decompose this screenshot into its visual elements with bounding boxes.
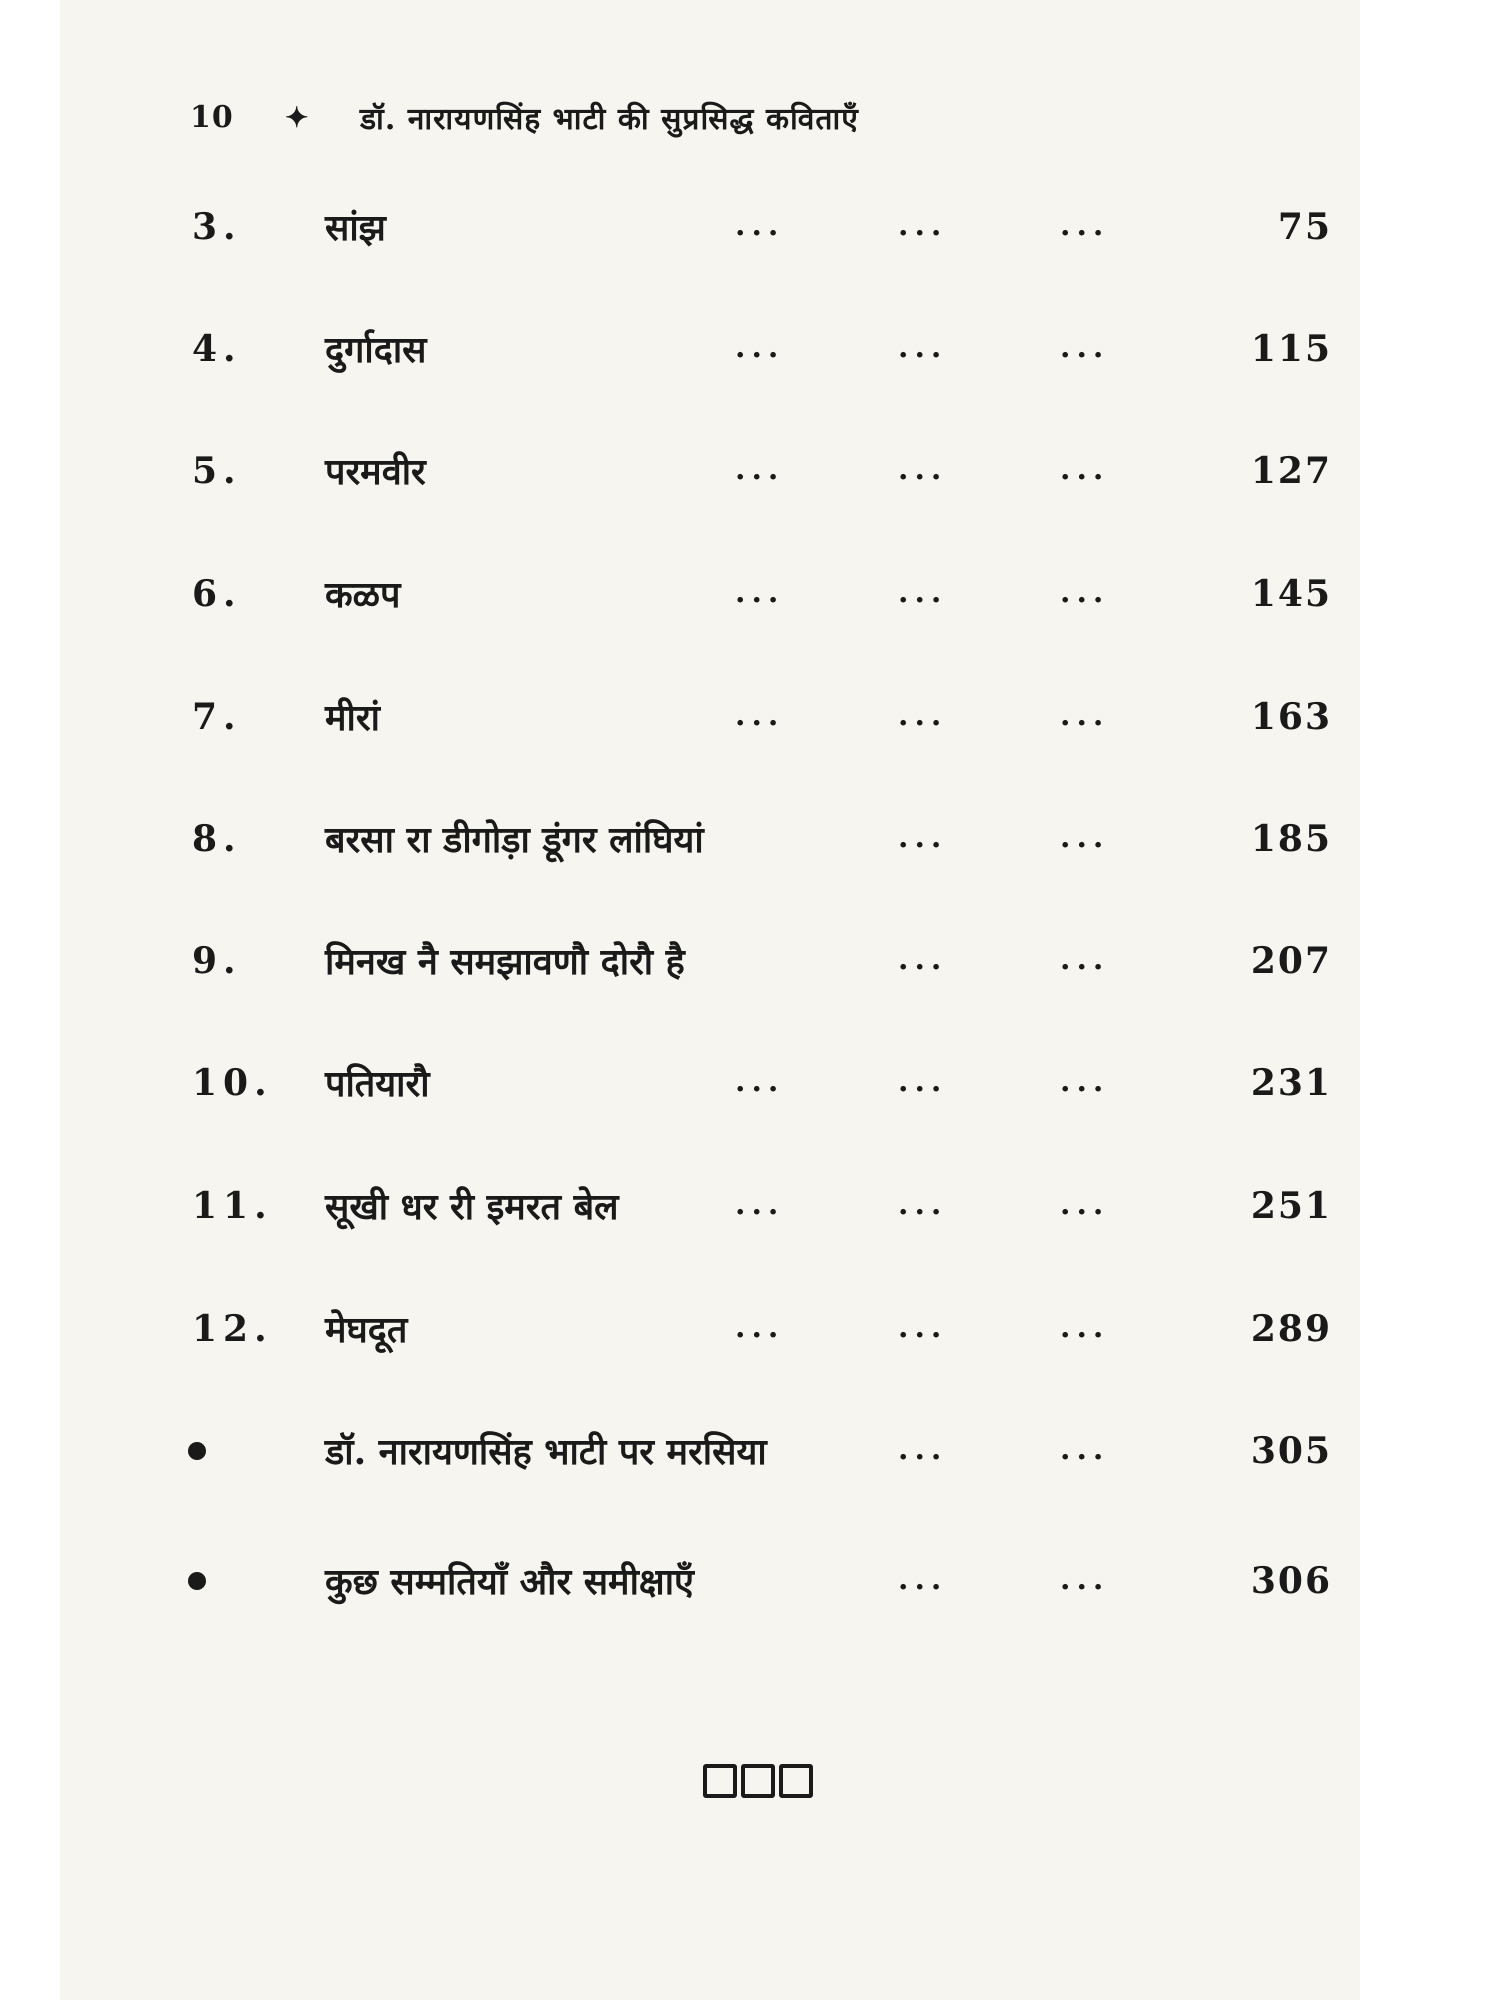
toc-entry (0, 565, 1500, 621)
leader-dots: ... (898, 1187, 948, 1222)
toc-entry (0, 932, 1500, 988)
toc-entry (0, 1054, 1500, 1110)
leader-dots: ... (1060, 1310, 1110, 1345)
entry-number: 4. (192, 328, 242, 370)
leader-dots: ... (898, 330, 948, 365)
entry-page: 231 (1250, 1062, 1332, 1104)
entry-page: 306 (1250, 1560, 1332, 1602)
leader-dots: ... (735, 452, 785, 487)
toc-entry (0, 688, 1500, 744)
entry-title: सांझ (325, 207, 386, 249)
end-of-section-mark (703, 1764, 813, 1798)
entry-number: 12. (192, 1308, 273, 1350)
entry-title: कळप (325, 574, 401, 616)
entry-title: सूखी धर री इमरत बेल (325, 1186, 619, 1228)
leader-dots: ... (735, 1064, 785, 1099)
leader-dots: ... (1060, 1187, 1110, 1222)
entry-number: 10. (192, 1062, 273, 1104)
toc-entry (0, 1177, 1500, 1233)
leader-dots: ... (898, 698, 948, 733)
leader-dots: ... (735, 698, 785, 733)
toc-entry (0, 810, 1500, 866)
toc-entry (0, 1422, 1500, 1478)
entry-number: 7. (192, 696, 242, 738)
entry-title: मीरां (325, 697, 380, 739)
leader-dots: ... (898, 820, 948, 855)
leader-dots: ... (735, 208, 785, 243)
entry-number: 9. (192, 940, 242, 982)
entry-title: कुछ सम्मतियाँ और समीक्षाएँ (325, 1561, 694, 1603)
entry-title: मिनख नै समझावणौ दोरौ है (325, 941, 685, 983)
bullet-icon (188, 1572, 206, 1590)
entry-page: 75 (1277, 206, 1332, 248)
entry-number: 3. (192, 206, 242, 248)
leader-dots: ... (898, 1310, 948, 1345)
entry-title: डॉ. नारायणसिंह भाटी पर मरसिया (325, 1431, 767, 1473)
square-icon (741, 1764, 775, 1798)
entry-page: 163 (1250, 696, 1332, 738)
leader-dots: ... (1060, 1562, 1110, 1597)
entry-page: 305 (1250, 1430, 1332, 1472)
book-title: डॉ. नारायणसिंह भाटी की सुप्रसिद्ध कविताएँ (360, 101, 859, 137)
leader-dots: ... (898, 942, 948, 977)
entry-title: मेघदूत (325, 1309, 408, 1351)
leader-dots: ... (735, 1310, 785, 1345)
entry-page: 251 (1250, 1185, 1332, 1227)
square-icon (703, 1764, 737, 1798)
entry-number: 8. (192, 818, 242, 860)
entry-page: 289 (1250, 1308, 1332, 1350)
leader-dots: ... (735, 330, 785, 365)
entry-page: 145 (1250, 573, 1332, 615)
entry-page: 207 (1250, 940, 1332, 982)
page-number: 10 (190, 99, 234, 135)
leader-dots: ... (898, 575, 948, 610)
leader-dots: ... (1060, 208, 1110, 243)
leader-dots: ... (898, 1432, 948, 1467)
toc-entry (0, 198, 1500, 254)
entry-page: 185 (1250, 818, 1332, 860)
entry-page: 115 (1250, 328, 1332, 370)
entry-number: 6. (192, 573, 242, 615)
leader-dots: ... (1060, 575, 1110, 610)
leader-dots: ... (1060, 1432, 1110, 1467)
leader-dots: ... (898, 208, 948, 243)
leader-dots: ... (1060, 330, 1110, 365)
star-ornament-icon: ✦ (285, 100, 310, 134)
entry-title: परमवीर (325, 451, 426, 493)
toc-entry (0, 320, 1500, 376)
toc-entry (0, 1300, 1500, 1356)
toc-entry (0, 442, 1500, 498)
leader-dots: ... (898, 452, 948, 487)
leader-dots: ... (1060, 452, 1110, 487)
entry-number: 5. (192, 450, 242, 492)
entry-page: 127 (1250, 450, 1332, 492)
leader-dots: ... (1060, 942, 1110, 977)
square-icon (779, 1764, 813, 1798)
toc-entry (0, 1552, 1500, 1608)
leader-dots: ... (898, 1562, 948, 1597)
entry-number: 11. (192, 1185, 273, 1227)
entry-title: बरसा रा डीगोड़ा डूंगर लांघियां (325, 819, 704, 861)
entry-title: दुर्गादास (325, 329, 427, 371)
leader-dots: ... (1060, 698, 1110, 733)
leader-dots: ... (1060, 820, 1110, 855)
entry-title: पतियारौ (325, 1063, 430, 1105)
leader-dots: ... (1060, 1064, 1110, 1099)
bullet-icon (188, 1442, 206, 1460)
leader-dots: ... (735, 1187, 785, 1222)
leader-dots: ... (898, 1064, 948, 1099)
leader-dots: ... (735, 575, 785, 610)
